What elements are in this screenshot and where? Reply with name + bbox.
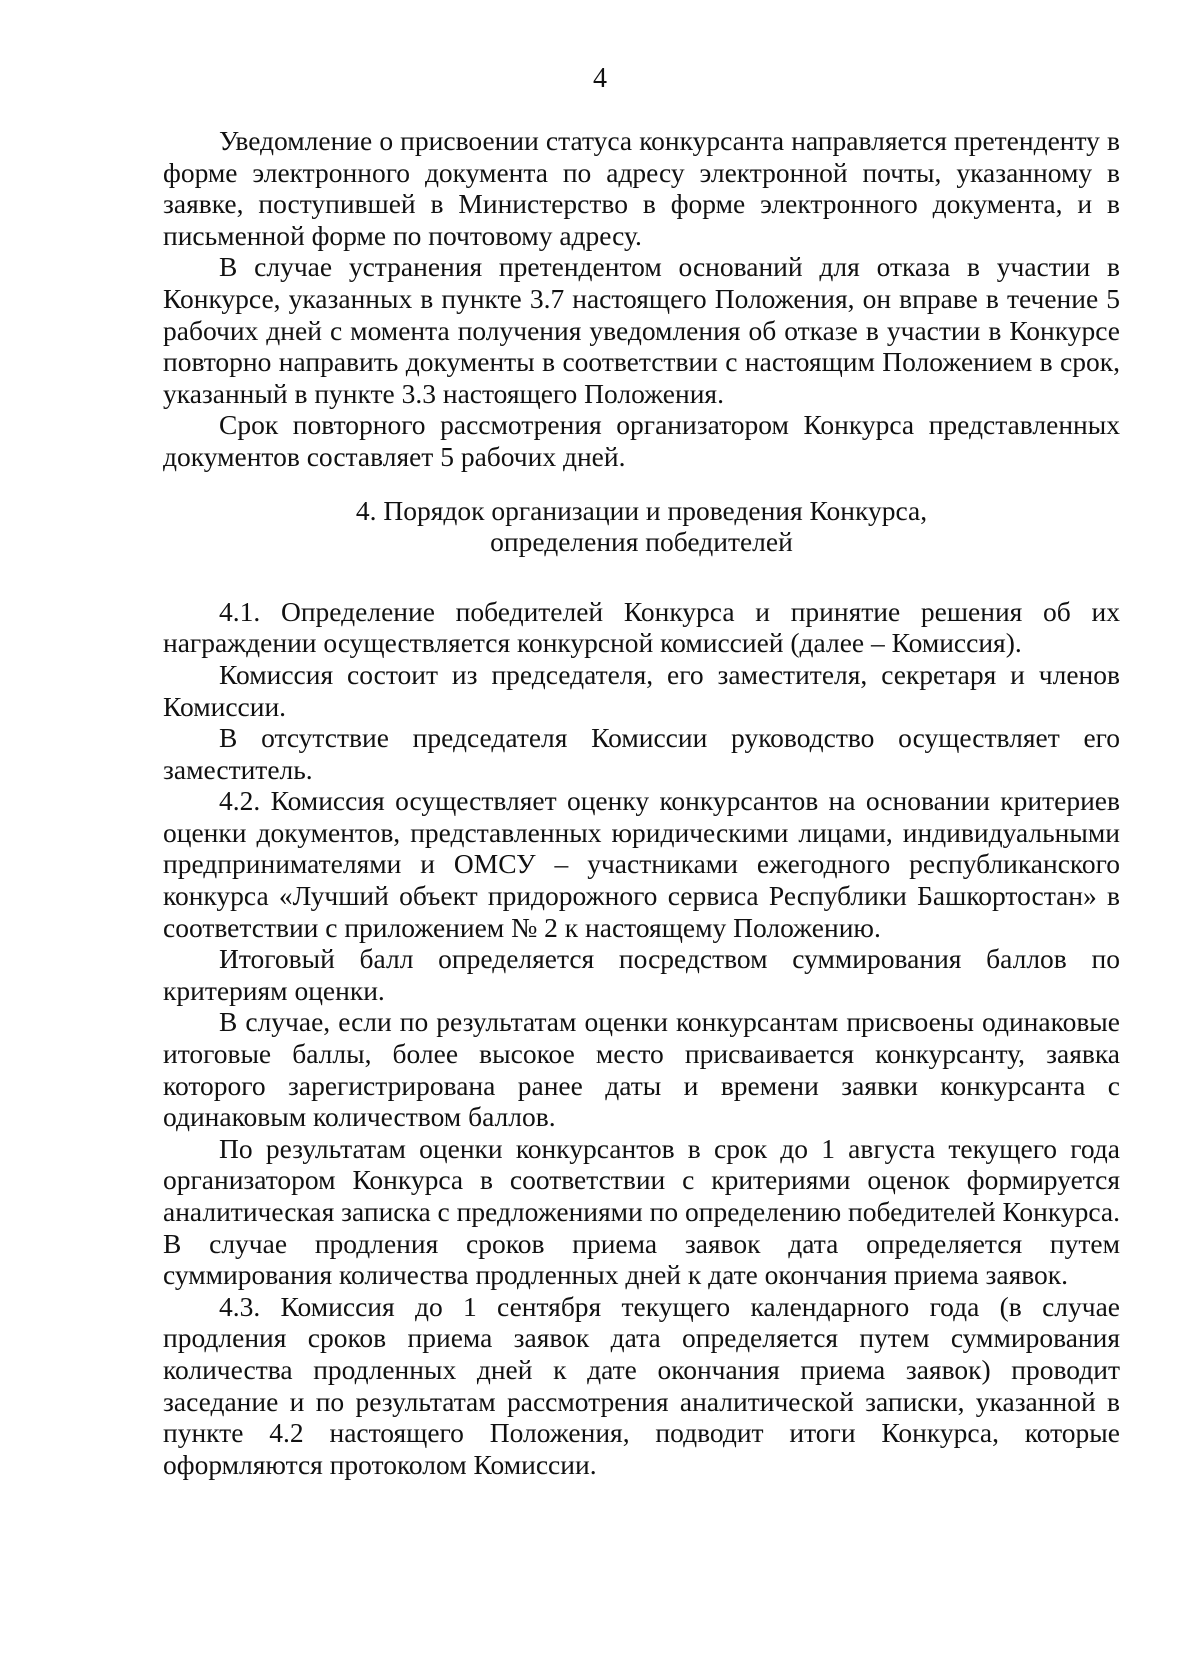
paragraph-commission-composition: Комиссия состоит из председателя, его заместителя, секретаря и членов Комиссии. xyxy=(163,658,1120,722)
paragraph-4-1: 4.1. Определение победителей Конкурса и принятие решения об их награждении осуществляется конкурсной комиссией (далее – Комиссия). xyxy=(163,595,1120,659)
paragraph-equal-scores: В случае, если по результатам оценки конкурсантам присвоены одинаковые итоговые баллы, более высокое место присваивается конкурсанту, заявка которого зарегистрирована ранее даты и времени заявки конкурсанта с одинаковым количеством баллов. xyxy=(163,1006,1120,1133)
paragraph-4-3: 4.3. Комиссия до 1 сентября текущего календарного года (в случае продления сроков приема заявок дата определяется путем суммирования количества продленных дней к дате окончания приема заявок) проводит заседание и по результатам рассмотрения аналитической записки, указанной в пункте 4.2 настоящего Положения, подводит итоги Конкурса, которые оформляются протоколом Комиссии. xyxy=(163,1290,1120,1480)
paragraph-resubmission: В случае устранения претендентом оснований для отказа в участии в Конкурсе, указанных в пункте 3.7 настоящего Положения, он вправе в течение 5 рабочих дней с момента получения уведомления об отказе в участии в Конкурсе повторно направить документы в соответствии с настоящим Положением в срок, указанный в пункте 3.3 настоящего Положения. xyxy=(163,251,1120,409)
section-heading xyxy=(163,495,1120,558)
document-body xyxy=(163,125,1120,1480)
section-heading-line-1: 4. Порядок организации и проведения Конкурса, xyxy=(355,494,928,526)
paragraph-total-score: Итоговый балл определяется посредством суммирования баллов по критериям оценки. xyxy=(163,943,1120,1006)
paragraph-4-2: 4.2. Комиссия осуществляет оценку конкурсантов на основании критериев оценки документов, представленных юридическими лицами, индивидуальными предпринимателями и ОМСУ – участниками ежегодного республиканского конкурса «Лучший объект придорожного сервиса Республики Башкортостан» в соответствии с приложением № 2 к настоящему Положению. xyxy=(163,785,1120,943)
paragraph-notification: Уведомление о присвоении статуса конкурсанта направляется претенденту в форме электронного документа по адресу электронной почты, указанному в заявке, поступившей в Министерство в форме электронного документа, и в письменной форме по почтовому адресу. xyxy=(163,125,1120,251)
paragraph-analytical-note: По результатам оценки конкурсантов в срок до 1 августа текущего года организатором Конкурса в соответствии с критериями оценок формируется аналитическая записка с предложениями по определению победителей Конкурса. В случае продления сроков приема заявок дата определяется путем суммирования количества продленных дней к дате окончания приема заявок. xyxy=(163,1132,1120,1291)
section-spacer xyxy=(163,558,1120,596)
paragraph-review-term: Срок повторного рассмотрения организатором Конкурса представленных документов составляет 5 рабочих дней. xyxy=(163,409,1120,472)
page-number: 4 xyxy=(593,63,607,94)
section-heading-line-2: определения победителей xyxy=(490,526,793,558)
paragraph-deputy-chair: В отсутствие председателя Комиссии руководство осуществляет его заместитель. xyxy=(163,722,1120,785)
